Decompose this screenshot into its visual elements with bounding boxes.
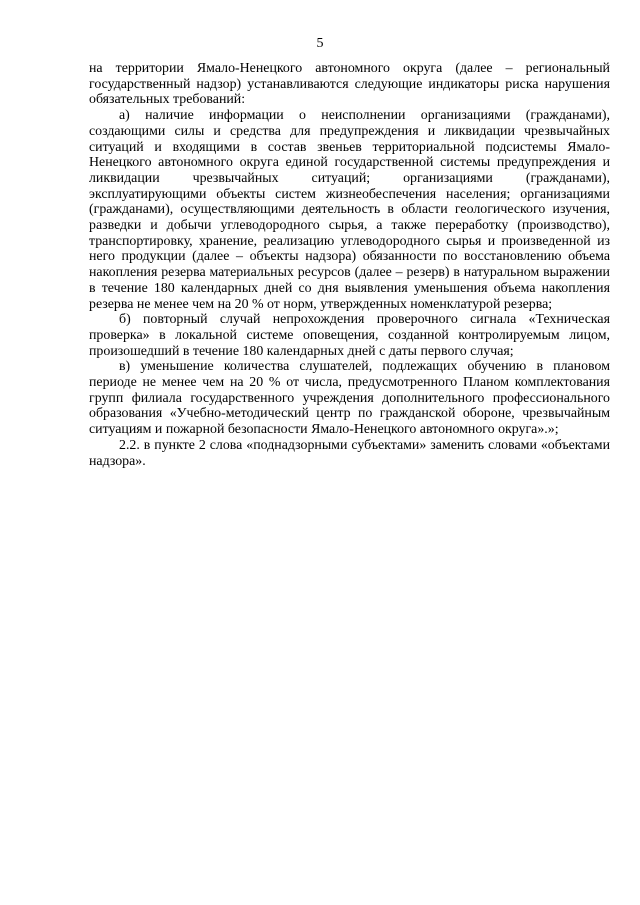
paragraph-item-b: б) повторный случай непрохождения проверочного сигнала «Техническая проверка» в локальной системе оповещения, созданной контролируемым лицом, произошедший в течение 180 календарных дней с даты первого случая;	[89, 312, 610, 359]
paragraph-clause-2-2: 2.2. в пункте 2 слова «поднадзорными субъектами» заменить словами «объектами надзора».	[89, 437, 610, 469]
document-body	[89, 61, 610, 469]
paragraph-item-v: в) уменьшение количества слушателей, подлежащих обучению в плановом периоде не менее чем на 20 % от числа, предусмотренного Планом комплектования групп филиала государственного учреждения дополнительного профессионального образования «Учебно-методический центр по гражданской обороне, чрезвычайным ситуациям и пожарной безопасности Ямало-Ненецкого автономного округа».»;	[89, 359, 610, 438]
paragraph-intro: на территории Ямало-Ненецкого автономного округа (далее – региональный государственный надзор) устанавливаются следующие индикаторы риска нарушения обязательных требований:	[89, 61, 610, 108]
paragraph-item-a: а) наличие информации о неисполнении организациями (гражданами), создающими силы и средства для предупреждения и ликвидации чрезвычайных ситуаций и входящими в состав звеньев территориальной подсистемы Ямало-Ненецкого автономного округа единой государственной системы предупреждения и ликвидации чрезвычайных ситуаций; организациями (гражданами), эксплуатирующими объекты систем жизнеобеспечения населения; организациями (гражданами), осуществляющими деятельность в области геологического изучения, разведки и добычи углеводородного сырья, а также переработку (производство), транспортировку, хранение, реализацию углеводородного сырья и произведенной из него продукции (далее – объекты надзора) обязанности по восстановлению объема накопления резерва материальных ресурсов (далее – резерв) в натуральном выражении в течение 180 календарных дней со дня выявления уменьшения объема накопления резерва не менее чем на 20 % от норм, утвержденных номенклатурой резерва;	[89, 108, 610, 312]
page-number: 5	[316, 36, 324, 51]
